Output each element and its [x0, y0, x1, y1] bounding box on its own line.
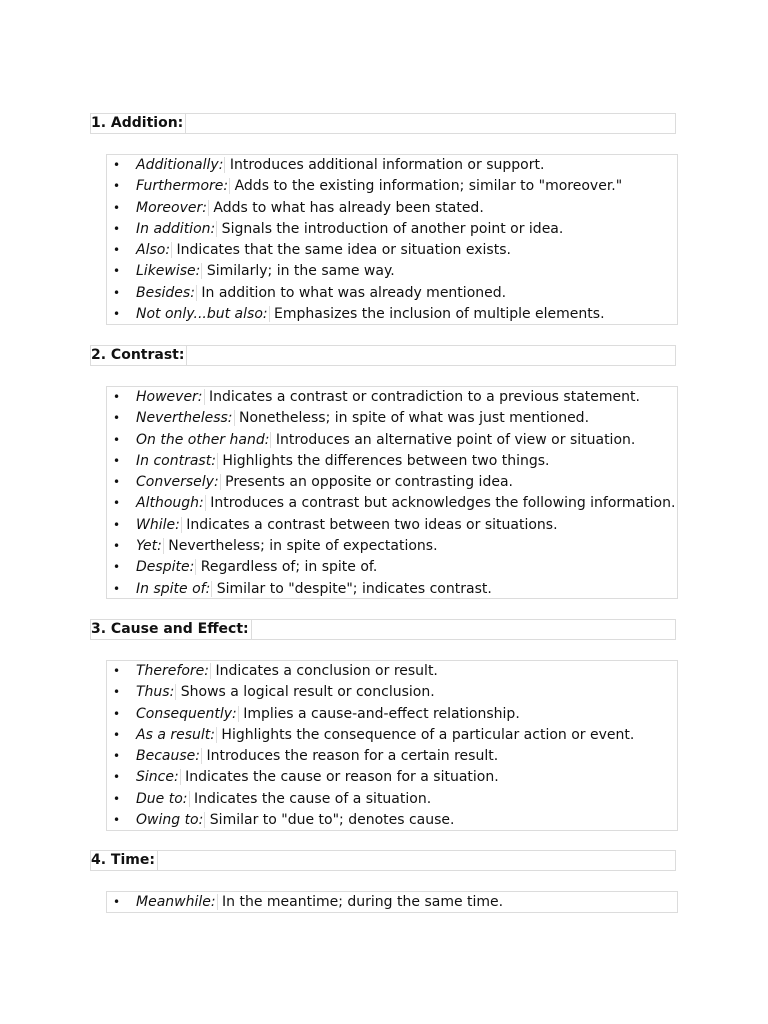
- description: Presents an opposite or contrasting idea.: [220, 474, 513, 491]
- bullet-icon: •: [113, 453, 121, 468]
- bullet-icon: •: [113, 517, 121, 532]
- bullet-icon: •: [113, 539, 121, 554]
- section-heading-contrast: [90, 345, 676, 366]
- bullet-icon: •: [113, 475, 121, 490]
- list-item: [107, 240, 677, 261]
- list-item: [107, 536, 677, 557]
- description: Introduces the reason for a certain result.: [202, 748, 499, 765]
- bullet-icon: •: [113, 179, 121, 194]
- term: Not only...but also:: [136, 306, 268, 323]
- description: Shows a logical result or conclusion.: [176, 684, 435, 701]
- bullet-icon: •: [113, 770, 121, 785]
- bullet-icon: •: [113, 895, 121, 909]
- term: Besides:: [136, 284, 195, 301]
- bullet-icon: •: [113, 749, 121, 764]
- description: Introduces additional information or support.: [225, 157, 545, 173]
- bullet-icon: •: [113, 664, 121, 678]
- bullet-icon: •: [113, 200, 121, 215]
- section-heading-cause-and-effect: [90, 619, 676, 640]
- description: Nevertheless; in spite of expectations.: [163, 538, 438, 555]
- bullet-icon: •: [113, 560, 121, 575]
- bullet-icon: •: [113, 813, 121, 828]
- section-heading-addition: [90, 113, 676, 134]
- section-heading-time: [90, 850, 676, 871]
- list-item: [107, 810, 677, 831]
- description: Introduces a contrast but acknowledges the following information.: [205, 495, 676, 512]
- bullet-icon: •: [113, 243, 121, 258]
- description: Indicates that the same idea or situation exists.: [172, 242, 511, 259]
- description: Regardless of; in spite of.: [196, 559, 378, 576]
- description: In the meantime; during the same time.: [217, 894, 504, 910]
- description: Implies a cause-and-effect relationship.: [238, 705, 520, 722]
- list-item: [107, 892, 677, 913]
- section-heading-text: 3. Cause and Effect:: [91, 620, 252, 639]
- description: Indicates the cause or reason for a situation.: [180, 769, 499, 786]
- term: In contrast:: [136, 452, 216, 469]
- list-item: [107, 304, 677, 325]
- term: Moreover:: [136, 199, 207, 216]
- list-item: [107, 789, 677, 810]
- bullet-icon: •: [113, 264, 121, 279]
- term: Conversely:: [136, 474, 219, 491]
- list-item: [107, 682, 677, 703]
- list-item: [107, 746, 677, 767]
- bullet-icon: •: [113, 706, 121, 721]
- term: Despite:: [136, 559, 195, 576]
- list-item: [107, 451, 677, 472]
- term: Although:: [136, 495, 204, 512]
- list-item: [107, 387, 677, 408]
- term: Owing to:: [136, 812, 204, 829]
- list-item: [107, 219, 677, 240]
- list-item: [107, 472, 677, 493]
- bullet-icon: •: [113, 581, 121, 596]
- term: Meanwhile:: [136, 894, 216, 910]
- description: Signals the introduction of another point or idea.: [217, 220, 564, 237]
- bullet-icon: •: [113, 496, 121, 511]
- list-item: [107, 557, 677, 578]
- term: While:: [136, 516, 180, 533]
- list-item: [107, 579, 677, 600]
- description: Highlights the consequence of a particular action or event.: [216, 726, 635, 743]
- term: Additionally:: [136, 157, 224, 173]
- bullet-icon: •: [113, 727, 121, 742]
- addition-list: [106, 154, 678, 325]
- term: Since:: [136, 769, 179, 786]
- description: Indicates a conclusion or result.: [211, 663, 438, 679]
- list-item: [107, 283, 677, 304]
- list-item: [107, 430, 677, 451]
- description: Similar to "despite"; indicates contrast.: [212, 580, 492, 597]
- description: Adds to the existing information; similar to "moreover.": [230, 178, 623, 195]
- term: In spite of:: [136, 580, 211, 597]
- list-item: [107, 767, 677, 788]
- bullet-icon: •: [113, 791, 121, 806]
- term: Nevertheless:: [136, 410, 233, 427]
- time-list: [106, 891, 678, 913]
- term: Furthermore:: [136, 178, 229, 195]
- term: Also:: [136, 242, 171, 259]
- term: On the other hand:: [136, 431, 270, 448]
- list-item: [107, 261, 677, 282]
- term: Likewise:: [136, 263, 201, 280]
- description: In addition to what was already mentioned.: [196, 284, 507, 301]
- list-item: [107, 176, 677, 197]
- bullet-icon: •: [113, 307, 121, 322]
- list-item: [107, 704, 677, 725]
- description: Adds to what has already been stated.: [208, 199, 484, 216]
- description: Indicates the cause of a situation.: [189, 790, 432, 807]
- term: In addition:: [136, 220, 216, 237]
- bullet-icon: •: [113, 390, 121, 404]
- list-item: [107, 515, 677, 536]
- bullet-icon: •: [113, 158, 121, 172]
- contrast-list: [106, 386, 678, 599]
- bullet-icon: •: [113, 285, 121, 300]
- cause-and-effect-list: [106, 660, 678, 831]
- bullet-icon: •: [113, 685, 121, 700]
- list-item: [107, 493, 677, 514]
- bullet-icon: •: [113, 221, 121, 236]
- description: Indicates a contrast between two ideas or situations.: [181, 516, 558, 533]
- term: Consequently:: [136, 705, 237, 722]
- description: Emphasizes the inclusion of multiple elements.: [269, 306, 605, 323]
- description: Nonetheless; in spite of what was just mentioned.: [234, 410, 590, 427]
- list-item: [107, 155, 677, 176]
- description: Indicates a contrast or contradiction to a previous statement.: [204, 389, 640, 405]
- description: Introduces an alternative point of view or situation.: [271, 431, 636, 448]
- description: Highlights the differences between two things.: [217, 452, 550, 469]
- section-heading-text: 1. Addition:: [91, 114, 186, 133]
- term: Therefore:: [136, 663, 209, 679]
- section-heading-text: 4. Time:: [91, 851, 158, 870]
- list-item: [107, 725, 677, 746]
- term: Due to:: [136, 790, 188, 807]
- term: Thus:: [136, 684, 175, 701]
- list-item: [107, 661, 677, 682]
- section-heading-text: 2. Contrast:: [91, 346, 187, 365]
- description: Similar to "due to"; denotes cause.: [205, 812, 455, 829]
- description: Similarly; in the same way.: [202, 263, 395, 280]
- term: However:: [136, 389, 203, 405]
- bullet-icon: •: [113, 411, 121, 426]
- bullet-icon: •: [113, 432, 121, 447]
- list-item: [107, 198, 677, 219]
- list-item: [107, 408, 677, 429]
- term: Because:: [136, 748, 200, 765]
- term: As a result:: [136, 726, 215, 743]
- term: Yet:: [136, 538, 162, 555]
